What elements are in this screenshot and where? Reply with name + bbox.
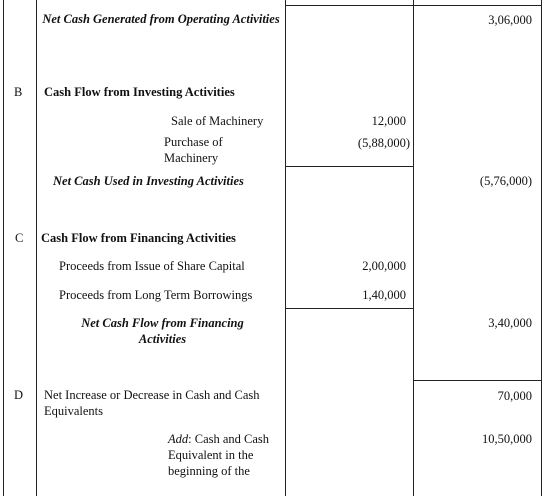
net-change-rule [413, 380, 541, 381]
investing-heading: Cash Flow from Investing Activities [44, 85, 235, 99]
investing-net-rule [285, 166, 414, 167]
left-border [3, 0, 4, 496]
investing-letter: B [14, 85, 23, 99]
investing-net-label: Net Cash Used in Investing Activities [53, 174, 244, 188]
total-col-divider [413, 0, 414, 496]
letter-col-divider [36, 0, 37, 496]
financing-net-total: 3,40,000 [488, 316, 532, 330]
sale-machinery-label: Sale of Machinery [171, 114, 264, 128]
share-capital-label: Proceeds from Issue of Share Capital [59, 259, 245, 273]
borrowings-label: Proceeds from Long Term Borrowings [59, 288, 253, 302]
operating-net-total: 3,06,000 [488, 13, 532, 27]
amount-col-divider [285, 0, 286, 496]
sale-machinery-amount: 12,000 [371, 114, 406, 128]
purchase-machinery-label: Purchase of Machinery [164, 135, 223, 165]
add-prefix: Add [168, 432, 189, 446]
opening-cash-total: 10,50,000 [482, 432, 532, 446]
net-change-letter: D [14, 388, 24, 402]
financing-net-rule [285, 308, 414, 309]
opening-cash-label [168, 431, 286, 479]
share-capital-amount: 2,00,000 [362, 259, 406, 273]
financing-letter: C [15, 231, 24, 245]
financing-net-label: Net Cash Flow from Financing Activities [81, 316, 244, 346]
operating-net-label: Net Cash Generated from Operating Activities [42, 12, 280, 26]
financing-heading: Cash Flow from Financing Activities [41, 231, 236, 245]
top-rule [285, 5, 541, 6]
net-change-total: 70,000 [497, 389, 532, 403]
opening-cash-text: : Cash and Cash Equivalent in the beginning of the [168, 432, 270, 478]
borrowings-amount: 1,40,000 [362, 288, 406, 302]
right-border [541, 0, 542, 496]
investing-net-total: (5,76,000) [479, 174, 532, 188]
net-change-label: Net Increase or Decrease in Cash and Cash Equivalents [44, 388, 260, 418]
purchase-machinery-amount: (5,88,000) [357, 136, 410, 150]
